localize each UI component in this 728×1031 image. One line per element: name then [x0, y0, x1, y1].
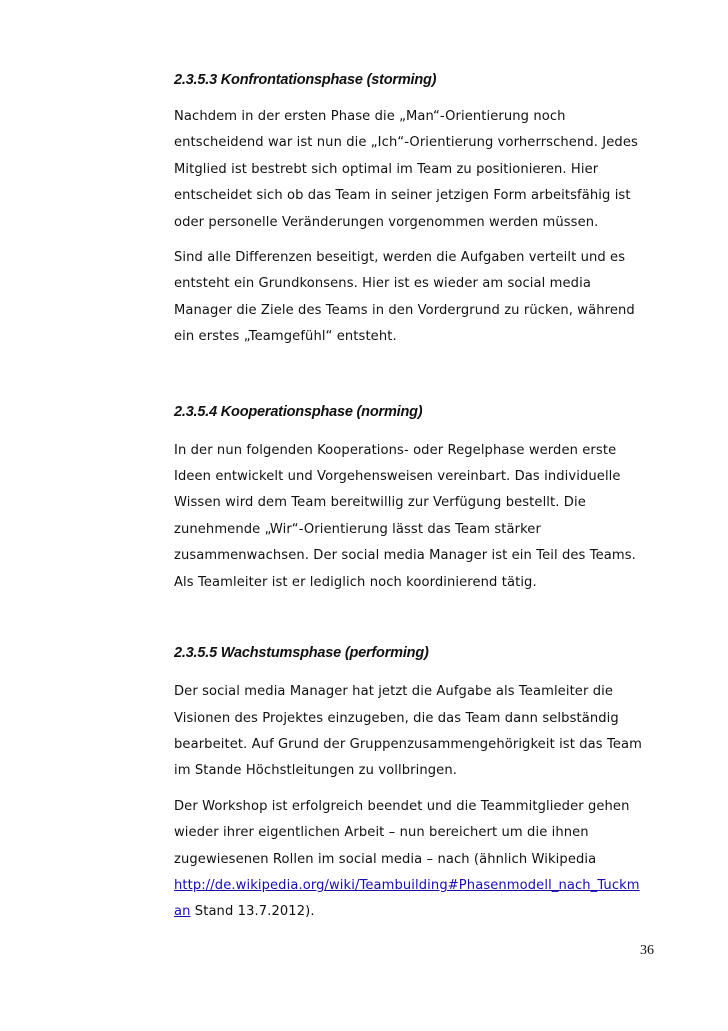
section-heading-norming: 2.3.5.4 Kooperationsphase (norming) [174, 403, 423, 420]
paragraph-performing-2: Der Workshop ist erfolgreich beendet und die Teammitglieder gehen wieder ihrer eigentlichen Arbeit – nun bereichert um die ihnen zugewiesenen Rollen im social media – nach (ähnlich Wikipedia http://de.wikipedia.org/wiki/Teambuilding#Phasenmodell_nach_Tuckm an Stand 13.7.2012). [174, 794, 662, 926]
paragraph-storming-1: Nachdem in der ersten Phase die „Man“-Orientierung noch entscheidend war ist nun die „Ich“-Orientierung vorherrschend. Jedes Mitglied ist bestrebt sich optimal im Team zu positionieren. Hier entscheidet sich ob das Team in seiner jetzigen Form arbeitsfähig ist oder personelle Veränderungen vorgenommen werden müssen. [174, 109, 638, 230]
paragraph-storming-2: Sind alle Differenzen beseitigt, werden die Aufgaben verteilt und es entsteht ein Grundkonsens. Hier ist es wieder am social media Manager die Ziele des Teams in den Vordergrund zu rücken, während ein erstes „Teamgefühl“ entsteht. [174, 250, 635, 345]
paragraph-norming-1: In der nun folgenden Kooperations- oder Regelphase werden erste Ideen entwickelt und Vorgehensweisen vereinbart. Das individuelle Wissen wird dem Team bereitwillig zur Verfügung bestellt. Die zunehmende „Wir“-Orientierung lässt das Team stärker zusammenwachsen. Der social media Manager ist ein Teil des Teams. Als Teamleiter ist er lediglich noch koordinierend tätig. [174, 442, 636, 590]
wikipedia-link[interactable]: http://de.wikipedia.org/wiki/Teambuilding#Phasenmodell_nach_Tuckm [174, 877, 640, 893]
source-date: Stand 13.7.2012). [190, 904, 315, 920]
section-heading-storming: 2.3.5.3 Konfrontationsphase (storming) [174, 72, 437, 88]
paragraph-performing-1: Der social media Manager hat jetzt die Aufgabe als Teamleiter die Visionen des Projektes einzugeben, die das Team dann selbständig bearbeitet. Auf Grund der Gruppenzusammengehörigkeit ist das Team im Stande Höchstleitungen zu vollbringen. [174, 684, 642, 779]
section-heading-performing: 2.3.5.5 Wachstumsphase (performing) [174, 645, 429, 662]
document-page [174, 62, 662, 926]
page-number: 36 [640, 943, 654, 958]
wikipedia-link-continuation[interactable]: an [174, 904, 191, 920]
